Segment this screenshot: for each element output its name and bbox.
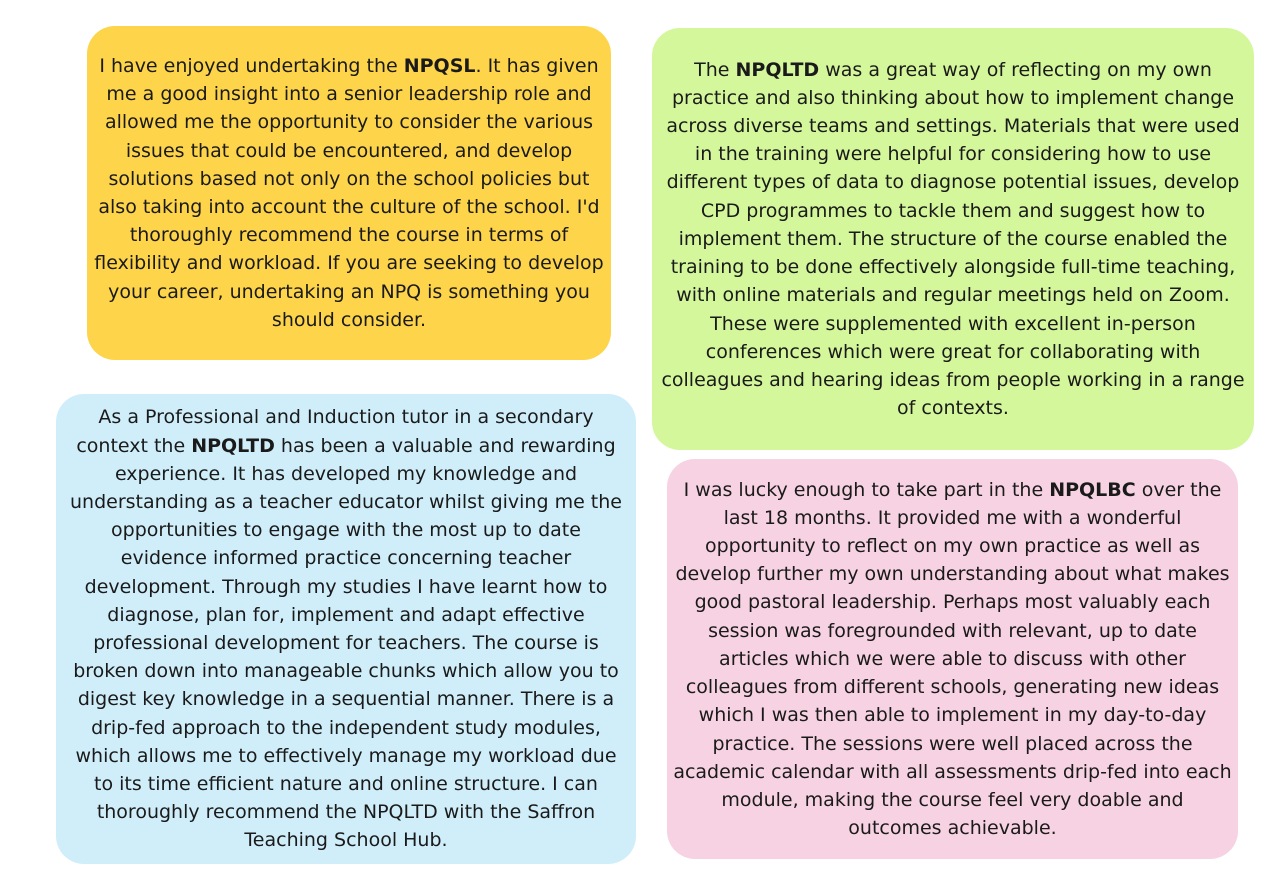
testimonial-text: [66, 403, 626, 854]
testimonial-text-after: was a great way of reflecting on my own practice and also thinking about how to implement change across diverse teams and settings. Materials that were used in the training were helpful for considering how to use different types of data to diagnose potential issues, develop CPD programmes to tackle them and suggest how to implement them. The structure of the course enabled the training to be done effectively alongside full-time teaching, with online materials and regular meetings held on Zoom. These were supplemented with excellent in-person conferences which were great for collaborating with colleagues and hearing ideas from people working in a range of contexts.: [661, 58, 1245, 420]
testimonial-text-before: As a Professional and Induction tutor in a secondary context the: [76, 406, 594, 457]
testimonial-text-after: has been a valuable and rewarding experience. It has developed my knowledge and understanding as a teacher educator whilst giving me the opportunities to engage with the most up to date evidence informed practice concerning teacher development. Through my studies I have learnt how to diagnose, plan for, implement and adapt effective professional development for teachers. The course is broken down into manageable chunks which allow you to digest key knowledge in a sequential manner. There is a drip-fed approach to the independent study modules, which allows me to effectively manage my workload due to its time efficient nature and online structure. I can thoroughly recommend the NPQLTD with the Saffron Teaching School Hub.: [70, 434, 622, 852]
testimonial-text: [660, 56, 1246, 423]
testimonial-text-after: over the last 18 months. It provided me with a wonderful opportunity to reflect on my own practice as well as develop further my own understanding about what makes good pastoral leadership. Perhaps most valuably each session was foregrounded with relevant, up to date articles which we were able to discuss with other colleagues from different schools, generating new ideas which I was then able to implement in my day-to-day practice. The sessions were well placed across the academic calendar with all assessments drip-fed into each module, making the course feel very doable and outcomes achievable.: [673, 478, 1232, 840]
course-name-highlight: NPQLTD: [735, 58, 820, 81]
course-name-highlight: NPQLBC: [1049, 478, 1136, 501]
testimonial-text-before: The: [694, 58, 736, 81]
testimonial-text-after: . It has given me a good insight into a senior leadership role and allowed me the opportunity to consider the various issues that could be encountered, and develop solutions based not only on the school policies but also taking into account the culture of the school. I'd thoroughly recommend the course in terms of flexibility and workload. If you are seeking to develop your career, undertaking an NPQ is something you should consider.: [94, 54, 604, 331]
testimonial-card-npqsl: [87, 26, 611, 360]
testimonial-text-before: I have enjoyed undertaking the: [99, 54, 404, 77]
testimonial-card-npqltd-tutor: [56, 394, 636, 864]
course-name-highlight: NPQSL: [403, 54, 476, 77]
testimonial-card-npqlbc: [667, 459, 1238, 859]
testimonial-text-before: I was lucky enough to take part in the: [683, 478, 1050, 501]
course-name-highlight: NPQLTD: [191, 434, 275, 457]
testimonial-text: [93, 52, 605, 334]
testimonial-card-npqltd-reflection: [652, 28, 1254, 450]
testimonial-text: [673, 476, 1232, 843]
